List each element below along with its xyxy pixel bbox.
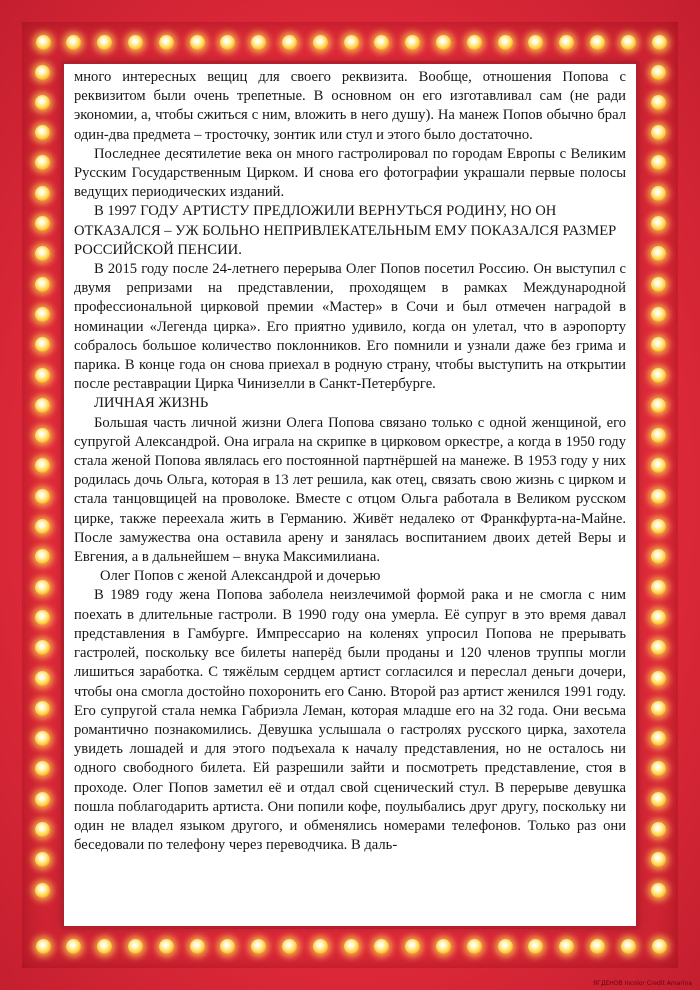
marquee-bulb xyxy=(35,246,50,261)
marquee-bulb xyxy=(374,939,389,954)
marquee-bulb xyxy=(313,939,328,954)
marquee-bulb xyxy=(651,852,666,867)
marquee-bulb xyxy=(190,35,205,50)
paragraph-return-offer: В 1997 ГОДУ АРТИСТУ ПРЕДЛОЖИЛИ ВЕРНУТЬСЯ РОДИНУ, НО ОН ОТКАЗАЛСЯ – УЖ БОЛЬНО НЕПРИВЛЕКАТЕЛЬНЫМ ЕМУ ПОКАЗАЛСЯ РАЗМЕР РОССИЙСКОЙ ПЕНСИИ. xyxy=(74,203,617,258)
marquee-bulb xyxy=(251,35,266,50)
marquee-bulb xyxy=(374,35,389,50)
marquee-bulb xyxy=(651,155,666,170)
marquee-bulb xyxy=(621,939,636,954)
marquee-bulb xyxy=(35,701,50,716)
marquee-bulb xyxy=(651,428,666,443)
marquee-bulb xyxy=(651,125,666,140)
marquee-bulb xyxy=(621,35,636,50)
marquee-bulb xyxy=(467,35,482,50)
marquee-bulb xyxy=(651,216,666,231)
marquee-bulb xyxy=(467,939,482,954)
marquee-bulb xyxy=(651,368,666,383)
marquee-bulb xyxy=(651,610,666,625)
marquee-bulb xyxy=(35,155,50,170)
marquee-bulb xyxy=(66,939,81,954)
paragraph-visit-2015: В 2015 году после 24-летнего перерыва Олег Попов посетил Россию. Он выступил с двумя репризами на представлении, проходящем в рамках Международной профессиональной цирковой премии «Мастер» в Сочи и был отмечен наградой в номинации «Легенда цирка». Его приятно удивило, когда он улетал, что в аэропорту собралось большое количество поклонников. Его помнили и узнали даже без грима и парика. В конце года он снова приехал в родную страну, чтобы выступить на открытии после реставрации Цирка Чинизелли в Санкт-Петербурге. xyxy=(74,261,626,393)
watermark-text: ЯГДЕНОВ Incolor Credit Amarina xyxy=(592,980,692,987)
marquee-bulb xyxy=(651,307,666,322)
marquee-bulb xyxy=(651,580,666,595)
marquee-bulb xyxy=(35,398,50,413)
marquee-bulb xyxy=(651,640,666,655)
marquee-bulb xyxy=(651,731,666,746)
marquee-bulb xyxy=(651,883,666,898)
marquee-bulb xyxy=(35,489,50,504)
article-panel xyxy=(64,64,636,926)
marquee-bulb xyxy=(35,216,50,231)
section-heading-personal-life: ЛИЧНАЯ ЖИЗНЬ xyxy=(94,395,209,412)
marquee-bulb xyxy=(344,939,359,954)
marquee-bulb xyxy=(220,35,235,50)
marquee-bulb xyxy=(36,939,51,954)
marquee-bulb xyxy=(405,939,420,954)
marquee-bulb xyxy=(35,883,50,898)
marquee-bulb xyxy=(35,277,50,292)
marquee-bulb xyxy=(651,761,666,776)
marquee-bulb xyxy=(35,186,50,201)
marquee-bulb xyxy=(220,939,235,954)
marquee-bulb xyxy=(35,761,50,776)
marquee-bulb xyxy=(651,246,666,261)
paragraph-family: Большая часть личной жизни Олега Попова связано только с одной женщиной, его супругой Александрой. Она играла на скрипке в цирковом оркестре, а когда в 1950 году стала женой Попова являлась его постоянной партнёршей на манеже. В 1953 году у них родилась дочь Ольга, которая в 13 лет решила, как отец, связать свою жизнь с цирком и стала танцовщицей на проволоке. Вместе с отцом Ольга работала в Великом русском цирке, также переехала жить в Германию. Живёт недалеко от Франкфурта-на-Майне. После замужества она оставила арену и занялась воспитанием двоих детей Веры и Евгения, а в дальнейшем – внука Максимилиана. xyxy=(74,414,626,566)
marquee-bulb xyxy=(35,65,50,80)
marquee-bulb xyxy=(313,35,328,50)
marquee-bulb xyxy=(35,671,50,686)
marquee-bulb xyxy=(652,939,667,954)
marquee-bulb xyxy=(651,337,666,352)
marquee-bulb xyxy=(652,35,667,50)
marquee-bulb xyxy=(66,35,81,50)
marquee-bulb xyxy=(35,125,50,140)
marquee-bulb xyxy=(159,939,174,954)
marquee-bulb xyxy=(35,307,50,322)
paragraph-second-marriage: В 1989 году жена Попова заболела неизлечимой формой рака и не смогла с ним поехать в длительные гастроли. В 1990 году она умерла. Её супруг в это время давал представления в Гамбурге. Импрессарио на коленях упросил Попова не прерывать гастролей, поскольку все билеты наперёд были проданы и 120 членов труппы могли лишиться заработка. С тяжёлым сердцем артист согласился и переслал деньги дочери, чтобы она смогла достойно похоронить его Саню. Второй раз артист женился 1991 году. Его супругой стала немка Габриэла Леман, которая младше его на 32 года. Они весьма романтично познакомились. Девушка услышала о гастролях русского цирка, захотела увидеть лошадей и для этого подъехала к началу представления, но не осталось ни одного свободного билета. Ей разрешили зайти и посмотреть представление, стоя в проходе. Олег Попов заметил её и отдал свой сценический стул. В перерыве девушка пошла поблагодарить артиста. Они попили кофе, поулыбались друг другу, поскольку ни один не владел языком другого, и обменялись номерами телефонов. Только раз они беседовали по телефону через переводчика. В даль- xyxy=(74,587,626,854)
marquee-bulb xyxy=(97,939,112,954)
marquee-bulb xyxy=(251,939,266,954)
paragraph-europe-tour: Последнее десятилетие века он много гастролировал по городам Европы с Великим Русским Государственным Цирком. И снова его фотографии украшали первые полосы ведущих периодических изданий. xyxy=(74,145,626,201)
marquee-bulb xyxy=(651,458,666,473)
marquee-bulb xyxy=(528,939,543,954)
marquee-bulb xyxy=(35,519,50,534)
marquee-bulb xyxy=(128,939,143,954)
marquee-bulb xyxy=(498,939,513,954)
marquee-bulb xyxy=(651,186,666,201)
marquee-bulb xyxy=(651,822,666,837)
marquee-bulb xyxy=(35,368,50,383)
marquee-bulb xyxy=(498,35,513,50)
marquee-bulb xyxy=(559,35,574,50)
marquee-bulb xyxy=(651,398,666,413)
marquee-bulb xyxy=(651,792,666,807)
marquee-bulb xyxy=(97,35,112,50)
marquee-bulb xyxy=(35,95,50,110)
marquee-bulb xyxy=(159,35,174,50)
marquee-bulb xyxy=(35,428,50,443)
marquee-bulb xyxy=(528,35,543,50)
marquee-bulb xyxy=(651,95,666,110)
marquee-bulb xyxy=(651,549,666,564)
marquee-bulb xyxy=(590,939,605,954)
marquee-bulb xyxy=(282,939,297,954)
marquee-bulb xyxy=(651,701,666,716)
marquee-bulb xyxy=(282,35,297,50)
marquee-bulb xyxy=(35,852,50,867)
marquee-bulb xyxy=(35,458,50,473)
marquee-bulb xyxy=(35,822,50,837)
paragraph-props: много интересных вещиц для своего реквизита. Вообще, отношения Попова с реквизитом были очень трепетные. В основном он его изготавливал сам (не ради экономии, а, чтобы сжиться с ним, вложить в него душу). На манеж Попов обычно брал один-два предмета – тросточку, зонтик или стул и этого было достаточно. xyxy=(74,69,626,143)
marquee-bulb xyxy=(35,731,50,746)
marquee-bulb xyxy=(35,337,50,352)
marquee-bulb xyxy=(35,610,50,625)
marquee-bulb xyxy=(651,277,666,292)
marquee-bulb xyxy=(651,519,666,534)
marquee-bulb xyxy=(651,671,666,686)
marquee-bulb xyxy=(35,580,50,595)
marquee-bulb xyxy=(405,35,420,50)
marquee-bulb xyxy=(190,939,205,954)
photo-caption: Олег Попов с женой Александрой и дочерью xyxy=(100,568,381,585)
marquee-bulb xyxy=(436,939,451,954)
marquee-bulb xyxy=(344,35,359,50)
marquee-bulb xyxy=(35,640,50,655)
article-text xyxy=(74,68,626,855)
marquee-bulb xyxy=(436,35,451,50)
marquee-bulb xyxy=(35,792,50,807)
marquee-bulb xyxy=(590,35,605,50)
marquee-bulb xyxy=(128,35,143,50)
marquee-bulb xyxy=(35,549,50,564)
marquee-bulb xyxy=(559,939,574,954)
marquee-bulb xyxy=(651,489,666,504)
marquee-bulb xyxy=(651,65,666,80)
marquee-bulb xyxy=(36,35,51,50)
